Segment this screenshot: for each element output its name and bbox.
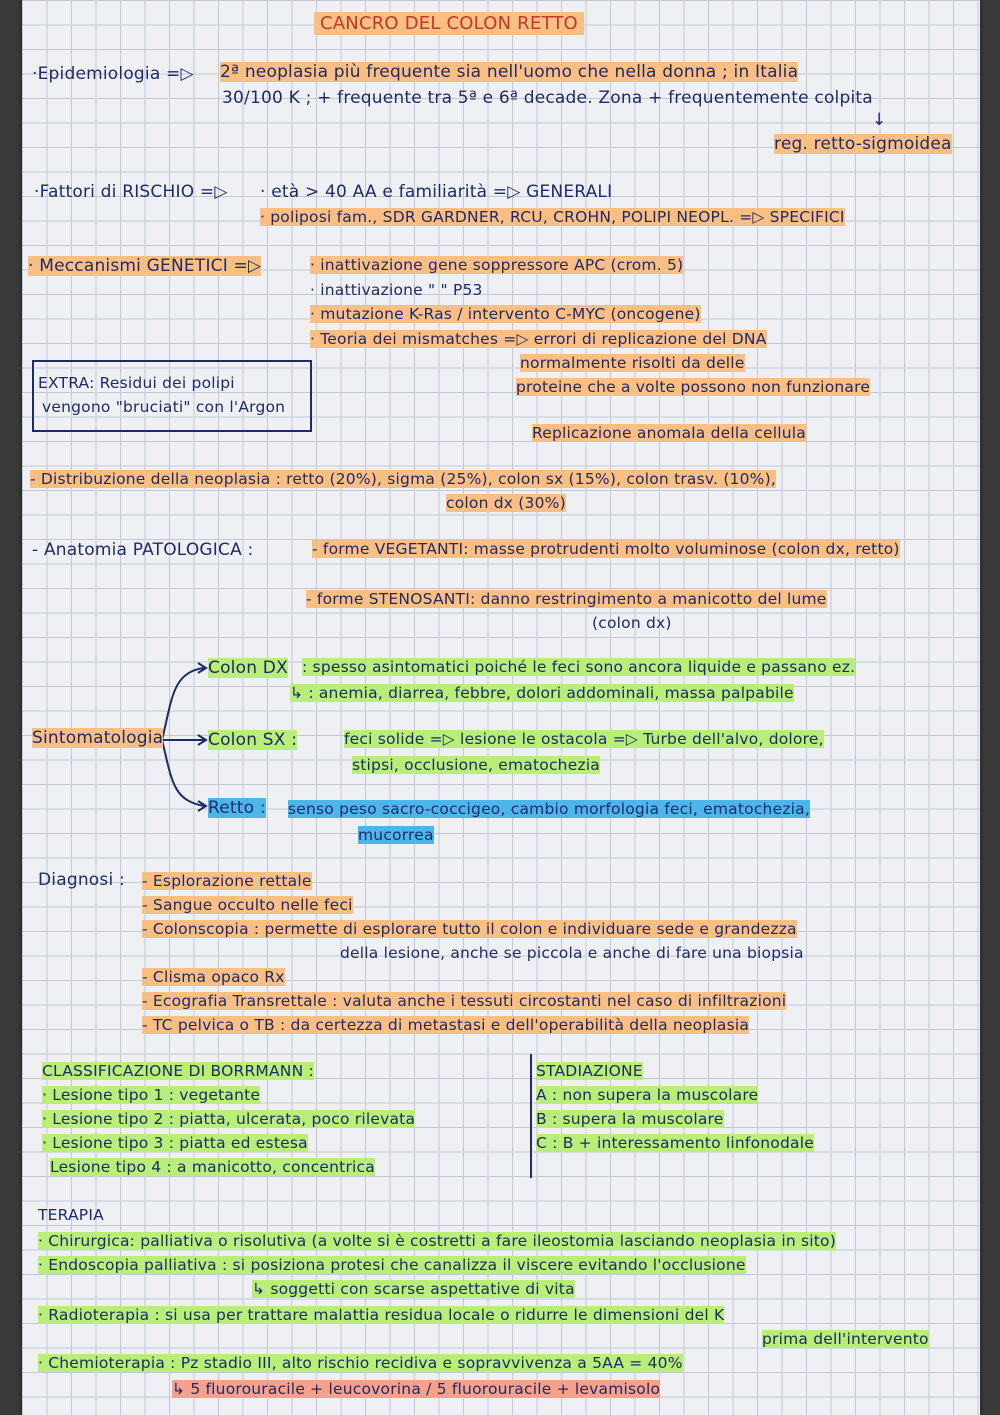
extra-line1: EXTRA: Residui dei polipi: [38, 374, 235, 392]
anatomia-stenosanti-2: (colon dx): [592, 614, 672, 632]
diagnosi-item: - Esplorazione rettale: [142, 872, 312, 890]
anatomia-stenosanti: - forme STENOSANTI: danno restringimento a manicotto del lume: [306, 590, 827, 608]
extra-line2: vengono "bruciati" con l'Argon: [42, 398, 286, 416]
diagnosi-item: - Ecografia Transrettale : valuta anche i tessuti circostanti nel caso di infiltrazioni: [142, 992, 787, 1010]
diagnosi-label: Diagnosi :: [38, 870, 125, 890]
sintomatologia-label: Sintomatologia: [32, 728, 164, 748]
diagnosi-item: - Clisma opaco Rx: [142, 968, 285, 986]
borrmann-item: · Lesione tipo 3 : piatta ed estesa: [42, 1134, 308, 1152]
genetici-line4: · Teoria dei mismatches =▷ errori di replicazione del DNA: [310, 330, 767, 348]
genetici-line3: · mutazione K-Ras / intervento C-MYC (oncogene): [310, 305, 701, 323]
diagnosi-item: - TC pelvica o TB : da certezza di metastasi e dell'operabilità della neoplasia: [142, 1016, 750, 1034]
stadiazione-title: STADIAZIONE: [536, 1062, 643, 1080]
fattori-label: ·Fattori di RISCHIO =▷: [34, 182, 228, 202]
terapia-title: TERAPIA: [38, 1206, 104, 1224]
colon-dx-label: Colon DX: [208, 658, 288, 678]
diagnosi-item: - Colonscopia : permette di esplorare tutto il colon e individuare sede e grandezza: [142, 920, 797, 938]
genetici-label: · Meccanismi GENETICI =▷: [28, 256, 262, 276]
borrmann-item: Lesione tipo 4 : a manicotto, concentrica: [50, 1158, 375, 1176]
epidemiologia-line1: 2ª neoplasia più frequente sia nell'uomo che nella donna ; in Italia: [220, 62, 799, 82]
fattori-line2: · poliposi fam., SDR GARDNER, RCU, CROHN, POLIPI NEOPL. =▷ SPECIFICI: [260, 208, 845, 226]
retto-line2: mucorrea: [358, 826, 434, 844]
stadiazione-item: C : B + interessamento linfonodale: [536, 1134, 814, 1152]
distribuzione-line1: - Distribuzione della neoplasia : retto (20%), sigma (25%), colon sx (15%), colon trasv. (10%),: [30, 470, 776, 488]
stadiazione-item: A : non supera la muscolare: [536, 1086, 759, 1104]
diagnosi-item: della lesione, anche se piccola e anche di fare una biopsia: [340, 944, 804, 962]
terapia-endoscopia-2: ↳ soggetti con scarse aspettative di vita: [252, 1280, 575, 1298]
colon-dx-line2: ↳ : anemia, diarrea, febbre, dolori addominali, massa palpabile: [290, 684, 794, 702]
zona-retto-sigmoidea: reg. retto-sigmoidea: [774, 134, 952, 154]
colon-sx-label: Colon SX :: [208, 730, 298, 750]
epidemiologia-line2: 30/100 K ; + frequente tra 5ª e 6ª decade. Zona + frequentemente colpita: [222, 88, 873, 108]
genetici-line2: · inattivazione " " P53: [310, 281, 483, 299]
genetici-line6: proteine che a volte possono non funzionare: [516, 378, 871, 396]
down-arrow-icon: ↓: [872, 110, 887, 130]
colon-sx-line1: feci solide =▷ lesione le ostacola =▷ Turbe dell'alvo, dolore,: [344, 730, 824, 748]
terapia-chirurgica: · Chirurgica: palliativa o risolutiva (a volte si è costretti a fare ileostomia lasciando neoplasia in sito): [38, 1232, 836, 1250]
colon-dx-line1: : spesso asintomatici poiché le feci sono ancora liquide e passano ez.: [302, 658, 856, 676]
borrmann-title: CLASSIFICAZIONE DI BORRMANN :: [42, 1062, 314, 1080]
diagnosi-item: - Sangue occulto nelle feci: [142, 896, 353, 914]
section-divider: [530, 1054, 532, 1178]
fattori-line1: · età > 40 AA e familiarità =▷ GENERALI: [260, 182, 613, 202]
borrmann-item: · Lesione tipo 1 : vegetante: [42, 1086, 261, 1104]
retto-label: Retto :: [208, 798, 266, 818]
anatomia-label: - Anatomia PATOLOGICA :: [32, 540, 254, 560]
genetici-line5: normalmente risolti da delle: [520, 354, 745, 372]
stadiazione-item: B : supera la muscolare: [536, 1110, 724, 1128]
retto-line1: senso peso sacro-coccigeo, cambio morfologia feci, ematochezia,: [288, 800, 810, 818]
terapia-chemio: · Chemioterapia : Pz stadio III, alto rischio recidiva e sopravvivenza a 5AA = 40%: [38, 1354, 683, 1372]
anatomia-vegetanti: - forme VEGETANTI: masse protrudenti molto voluminose (colon dx, retto): [312, 540, 900, 558]
genetici-line1: · inattivazione gene soppressore APC (crom. 5): [310, 256, 684, 274]
notebook-page: [22, 0, 980, 1415]
epidemiologia-label: ·Epidemiologia =▷: [32, 64, 194, 84]
sintomatologia-brace: [22, 0, 980, 1415]
colon-sx-line2: stipsi, occlusione, ematochezia: [352, 756, 600, 774]
terapia-chemio-2: ↳ 5 fluorouracile + leucovorina / 5 fluorouracile + levamisolo: [172, 1380, 661, 1398]
page-title: CANCRO DEL COLON RETTO: [314, 12, 584, 35]
terapia-radio: · Radioterapia : si usa per trattare malattia residua locale o ridurre le dimensioni del K: [38, 1306, 725, 1324]
distribuzione-line2: colon dx (30%): [446, 494, 566, 512]
terapia-radio-2: prima dell'intervento: [762, 1330, 929, 1348]
genetici-line7: Replicazione anomala della cellula: [532, 424, 806, 442]
terapia-endoscopia: · Endoscopia palliativa : si posiziona protesi che canalizza il viscere evitando l'occlusione: [38, 1256, 746, 1274]
borrmann-item: · Lesione tipo 2 : piatta, ulcerata, poco rilevata: [42, 1110, 416, 1128]
